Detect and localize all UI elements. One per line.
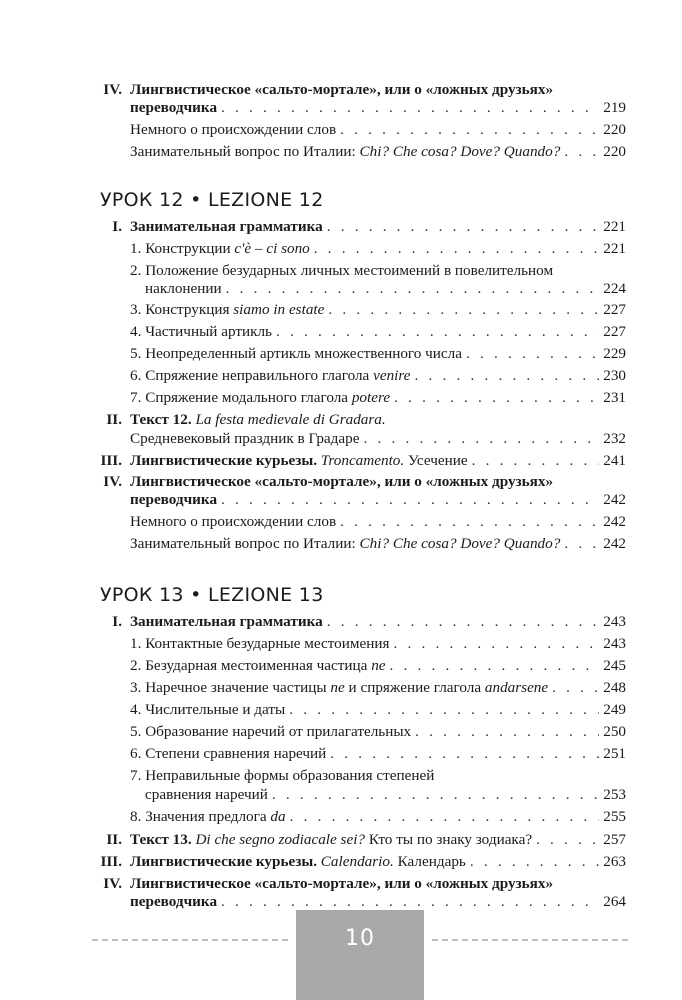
page-ref: 230 <box>603 367 626 384</box>
entry-title-bold: Лингвистические курьезы. <box>130 853 317 870</box>
entry-title-prefix: 3. Наречное значение частицы <box>130 679 331 696</box>
page-ref: 253 <box>603 786 626 803</box>
entry-title-line2: сравнения наречий <box>145 786 268 803</box>
toc-entry-curiosities[interactable] <box>0 851 682 873</box>
entry-title-prefix: 1. Конструкции <box>130 240 235 257</box>
page-ref: 249 <box>603 701 626 718</box>
leader-dots <box>536 829 599 851</box>
entry-title: Немного о происхождении слов <box>130 513 337 530</box>
entry-title-italic: siamo in estate <box>233 301 325 318</box>
entry-title: Немного о происхождении слов <box>130 121 337 138</box>
entry-title <box>130 450 468 472</box>
entry-title-prefix: 7. Спряжение модального глагола <box>130 389 352 406</box>
entry-title-prefix: 8. Значения предлога <box>130 808 271 825</box>
toc-entry-item-2-cont[interactable] <box>0 278 682 300</box>
entry-title-line1: Лингвистическое «сальто-мортале», или о «ложных друзьях» <box>130 81 554 98</box>
leader-dots <box>221 97 599 119</box>
entry-title-line2: наклонении <box>145 280 222 297</box>
leader-dots <box>289 699 599 721</box>
entry-title-italic: Calendario. <box>320 853 394 870</box>
entry-title-prefix: 6. Спряжение неправильного глагола <box>130 367 374 384</box>
entry-title-line2: переводчика <box>130 99 218 116</box>
entry-title-italic: ne <box>330 679 345 696</box>
page-ref: 221 <box>603 240 626 257</box>
entry-number: II. <box>106 411 122 428</box>
toc-entry-item-8[interactable] <box>0 806 682 828</box>
entry-title: Занимательная грамматика <box>130 613 323 630</box>
entry-title-italic: venire <box>373 367 411 384</box>
entry-title-bold: Лингвистические курьезы. <box>130 452 317 469</box>
toc-entry-origin[interactable] <box>0 119 682 141</box>
page-ref: 221 <box>603 218 626 235</box>
toc-entry-question[interactable] <box>0 141 682 163</box>
page-ref: 227 <box>603 301 626 318</box>
entry-title-prefix: 3. Конструкция <box>130 301 234 318</box>
page-ref: 219 <box>603 99 626 116</box>
page-ref: 250 <box>603 723 626 740</box>
leader-dots <box>221 489 599 511</box>
entry-title-bold: Текст 12. <box>130 411 192 428</box>
leader-dots <box>564 141 599 163</box>
toc-entry-text-cont[interactable] <box>0 428 682 450</box>
toc-entry-item-2[interactable] <box>0 655 682 677</box>
leader-dots <box>314 238 599 260</box>
toc-entry-item-1[interactable] <box>0 238 682 260</box>
page-number-box <box>296 910 424 1000</box>
entry-title-prefix: Занимательный вопрос по Италии: <box>130 535 360 552</box>
entry-title: 1. Контактные безударные местоимения <box>130 635 390 652</box>
entry-title-italic: Di che segno zodiacale sei? <box>195 831 366 848</box>
entry-title: 5. Неопределенный артикль множественного числа <box>130 345 462 362</box>
leader-dots <box>327 611 600 633</box>
entry-title: 4. Числительные и даты <box>130 701 286 718</box>
entry-title-line1: 2. Положение безударных личных местоимений в повелительном <box>130 262 554 279</box>
page-ref: 231 <box>603 389 626 406</box>
entry-title-mid: и спряжение глагола <box>344 679 485 696</box>
leader-dots <box>272 784 599 806</box>
leader-dots <box>330 743 599 765</box>
leader-dots <box>415 721 599 743</box>
entry-title <box>130 238 310 260</box>
entry-title: 5. Образование наречий от прилагательных <box>130 723 412 740</box>
page-ref: 255 <box>603 808 626 825</box>
leader-dots <box>466 343 599 365</box>
entry-title-italic: potere <box>351 389 391 406</box>
leader-dots <box>552 677 599 699</box>
toc-entry-item-6[interactable] <box>0 365 682 387</box>
toc-entry-item-1[interactable] <box>0 633 682 655</box>
entry-title-line2: переводчика <box>130 491 218 508</box>
entry-title-rest: Календарь <box>393 853 466 870</box>
entry-title: 4. Частичный артикль <box>130 323 272 340</box>
entry-title-line2: переводчика <box>130 893 218 910</box>
page-number: 10 <box>345 926 375 951</box>
entry-title-line2: Средневековый праздник в Градаре <box>130 430 360 447</box>
leader-dots <box>470 851 599 873</box>
leader-dots <box>394 387 599 409</box>
leader-dots <box>340 511 599 533</box>
entry-title <box>130 387 390 409</box>
toc-entry-grammar[interactable] <box>0 611 682 633</box>
entry-title-line1: 7. Неправильные формы образования степеней <box>130 767 435 784</box>
page-ref: 227 <box>603 323 626 340</box>
page-ref: 242 <box>603 513 626 530</box>
leader-dots <box>328 299 599 321</box>
entry-title: Занимательная грамматика <box>130 218 323 235</box>
entry-title <box>130 851 466 873</box>
leader-dots <box>363 428 599 450</box>
leader-dots <box>327 216 600 238</box>
entry-number: II. <box>106 831 122 848</box>
page-ref: 243 <box>603 635 626 652</box>
entry-title-italic: c'è – ci sono <box>234 240 310 257</box>
entry-title-italic: La festa medievale di Gradara. <box>195 411 386 428</box>
footer-rule-right <box>432 939 628 941</box>
entry-number: I. <box>112 218 122 235</box>
entry-title-italic: da <box>270 808 286 825</box>
entry-title-italic: Chi? Che cosa? Dove? Quando? <box>359 535 561 552</box>
toc-entry-origin[interactable] <box>0 511 682 533</box>
page-ref: 257 <box>603 831 626 848</box>
leader-dots <box>390 655 600 677</box>
page-ref: 232 <box>603 430 626 447</box>
page-ref: 264 <box>603 893 626 910</box>
entry-title <box>130 299 324 321</box>
entry-title-prefix: 2. Безударная местоименная частица <box>130 657 372 674</box>
entry-title-prefix: Занимательный вопрос по Италии: <box>130 143 360 160</box>
toc-entry-item-6[interactable] <box>0 743 682 765</box>
entry-title <box>130 806 286 828</box>
toc-entry-item-5[interactable] <box>0 721 682 743</box>
entry-title <box>130 829 532 851</box>
toc-entry-text[interactable] <box>0 829 682 851</box>
leader-dots <box>290 806 600 828</box>
leader-dots <box>414 365 599 387</box>
entry-title-rest: Усечение <box>404 452 468 469</box>
entry-title <box>130 677 548 699</box>
page-ref: 224 <box>603 280 626 297</box>
page-ref: 263 <box>603 853 626 870</box>
leader-dots <box>472 450 600 472</box>
entry-number: IV. <box>103 473 122 490</box>
entry-title-italic: Chi? Che cosa? Dove? Quando? <box>359 143 561 160</box>
page-ref: 248 <box>603 679 626 696</box>
entry-number: IV. <box>103 875 122 892</box>
entry-title <box>130 655 386 677</box>
leader-dots <box>393 633 599 655</box>
toc-entry-item-4[interactable] <box>0 699 682 721</box>
entry-number: III. <box>100 452 122 469</box>
entry-title: 6. Степени сравнения наречий <box>130 745 327 762</box>
entry-title-line1: Лингвистическое «сальто-мортале», или о «ложных друзьях» <box>130 473 554 490</box>
toc-entry-question[interactable] <box>0 533 682 555</box>
page-ref: 220 <box>603 121 626 138</box>
entry-title <box>130 365 410 387</box>
lesson-12-title[interactable]: УРОК 12 • LEZIONE 12 <box>100 189 324 211</box>
page-ref: 251 <box>603 745 626 762</box>
toc-entry-item-7[interactable] <box>0 387 682 409</box>
toc-entry-iv-cont[interactable] <box>0 489 682 511</box>
leader-dots <box>276 321 599 343</box>
page-ref: 242 <box>603 535 626 552</box>
page-ref: 220 <box>603 143 626 160</box>
entry-number: III. <box>100 853 122 870</box>
entry-title-rest: Кто ты по знаку зодиака? <box>365 831 533 848</box>
leader-dots <box>226 278 600 300</box>
entry-title-italic: ne <box>371 657 386 674</box>
entry-title-italic: Troncamento. <box>320 452 405 469</box>
toc-entry-grammar[interactable] <box>0 216 682 238</box>
entry-title-italic: andarsene <box>484 679 549 696</box>
leader-dots <box>340 119 599 141</box>
toc-entry-iv-cont[interactable] <box>0 97 682 119</box>
page-ref: 245 <box>603 657 626 674</box>
toc-entry-item-5[interactable] <box>0 343 682 365</box>
entry-title <box>130 533 560 555</box>
toc-entry-item-4[interactable] <box>0 321 682 343</box>
entry-number: I. <box>112 613 122 630</box>
entry-title-line1: Лингвистическое «сальто-мортале», или о «ложных друзьях» <box>130 875 554 892</box>
page-ref: 243 <box>603 613 626 630</box>
toc-entry-item-3[interactable] <box>0 299 682 321</box>
leader-dots <box>564 533 599 555</box>
lesson-13-title[interactable]: УРОК 13 • LEZIONE 13 <box>100 584 324 606</box>
toc-entry-curiosities[interactable] <box>0 450 682 472</box>
toc-entry-item-3[interactable] <box>0 677 682 699</box>
entry-number: IV. <box>103 81 122 98</box>
page-ref: 229 <box>603 345 626 362</box>
page-ref: 241 <box>603 452 626 469</box>
entry-title-bold: Текст 13. <box>130 831 192 848</box>
footer-rule-left <box>92 939 288 941</box>
entry-title <box>130 141 560 163</box>
toc-entry-item-7-cont[interactable] <box>0 784 682 806</box>
page-ref: 242 <box>603 491 626 508</box>
